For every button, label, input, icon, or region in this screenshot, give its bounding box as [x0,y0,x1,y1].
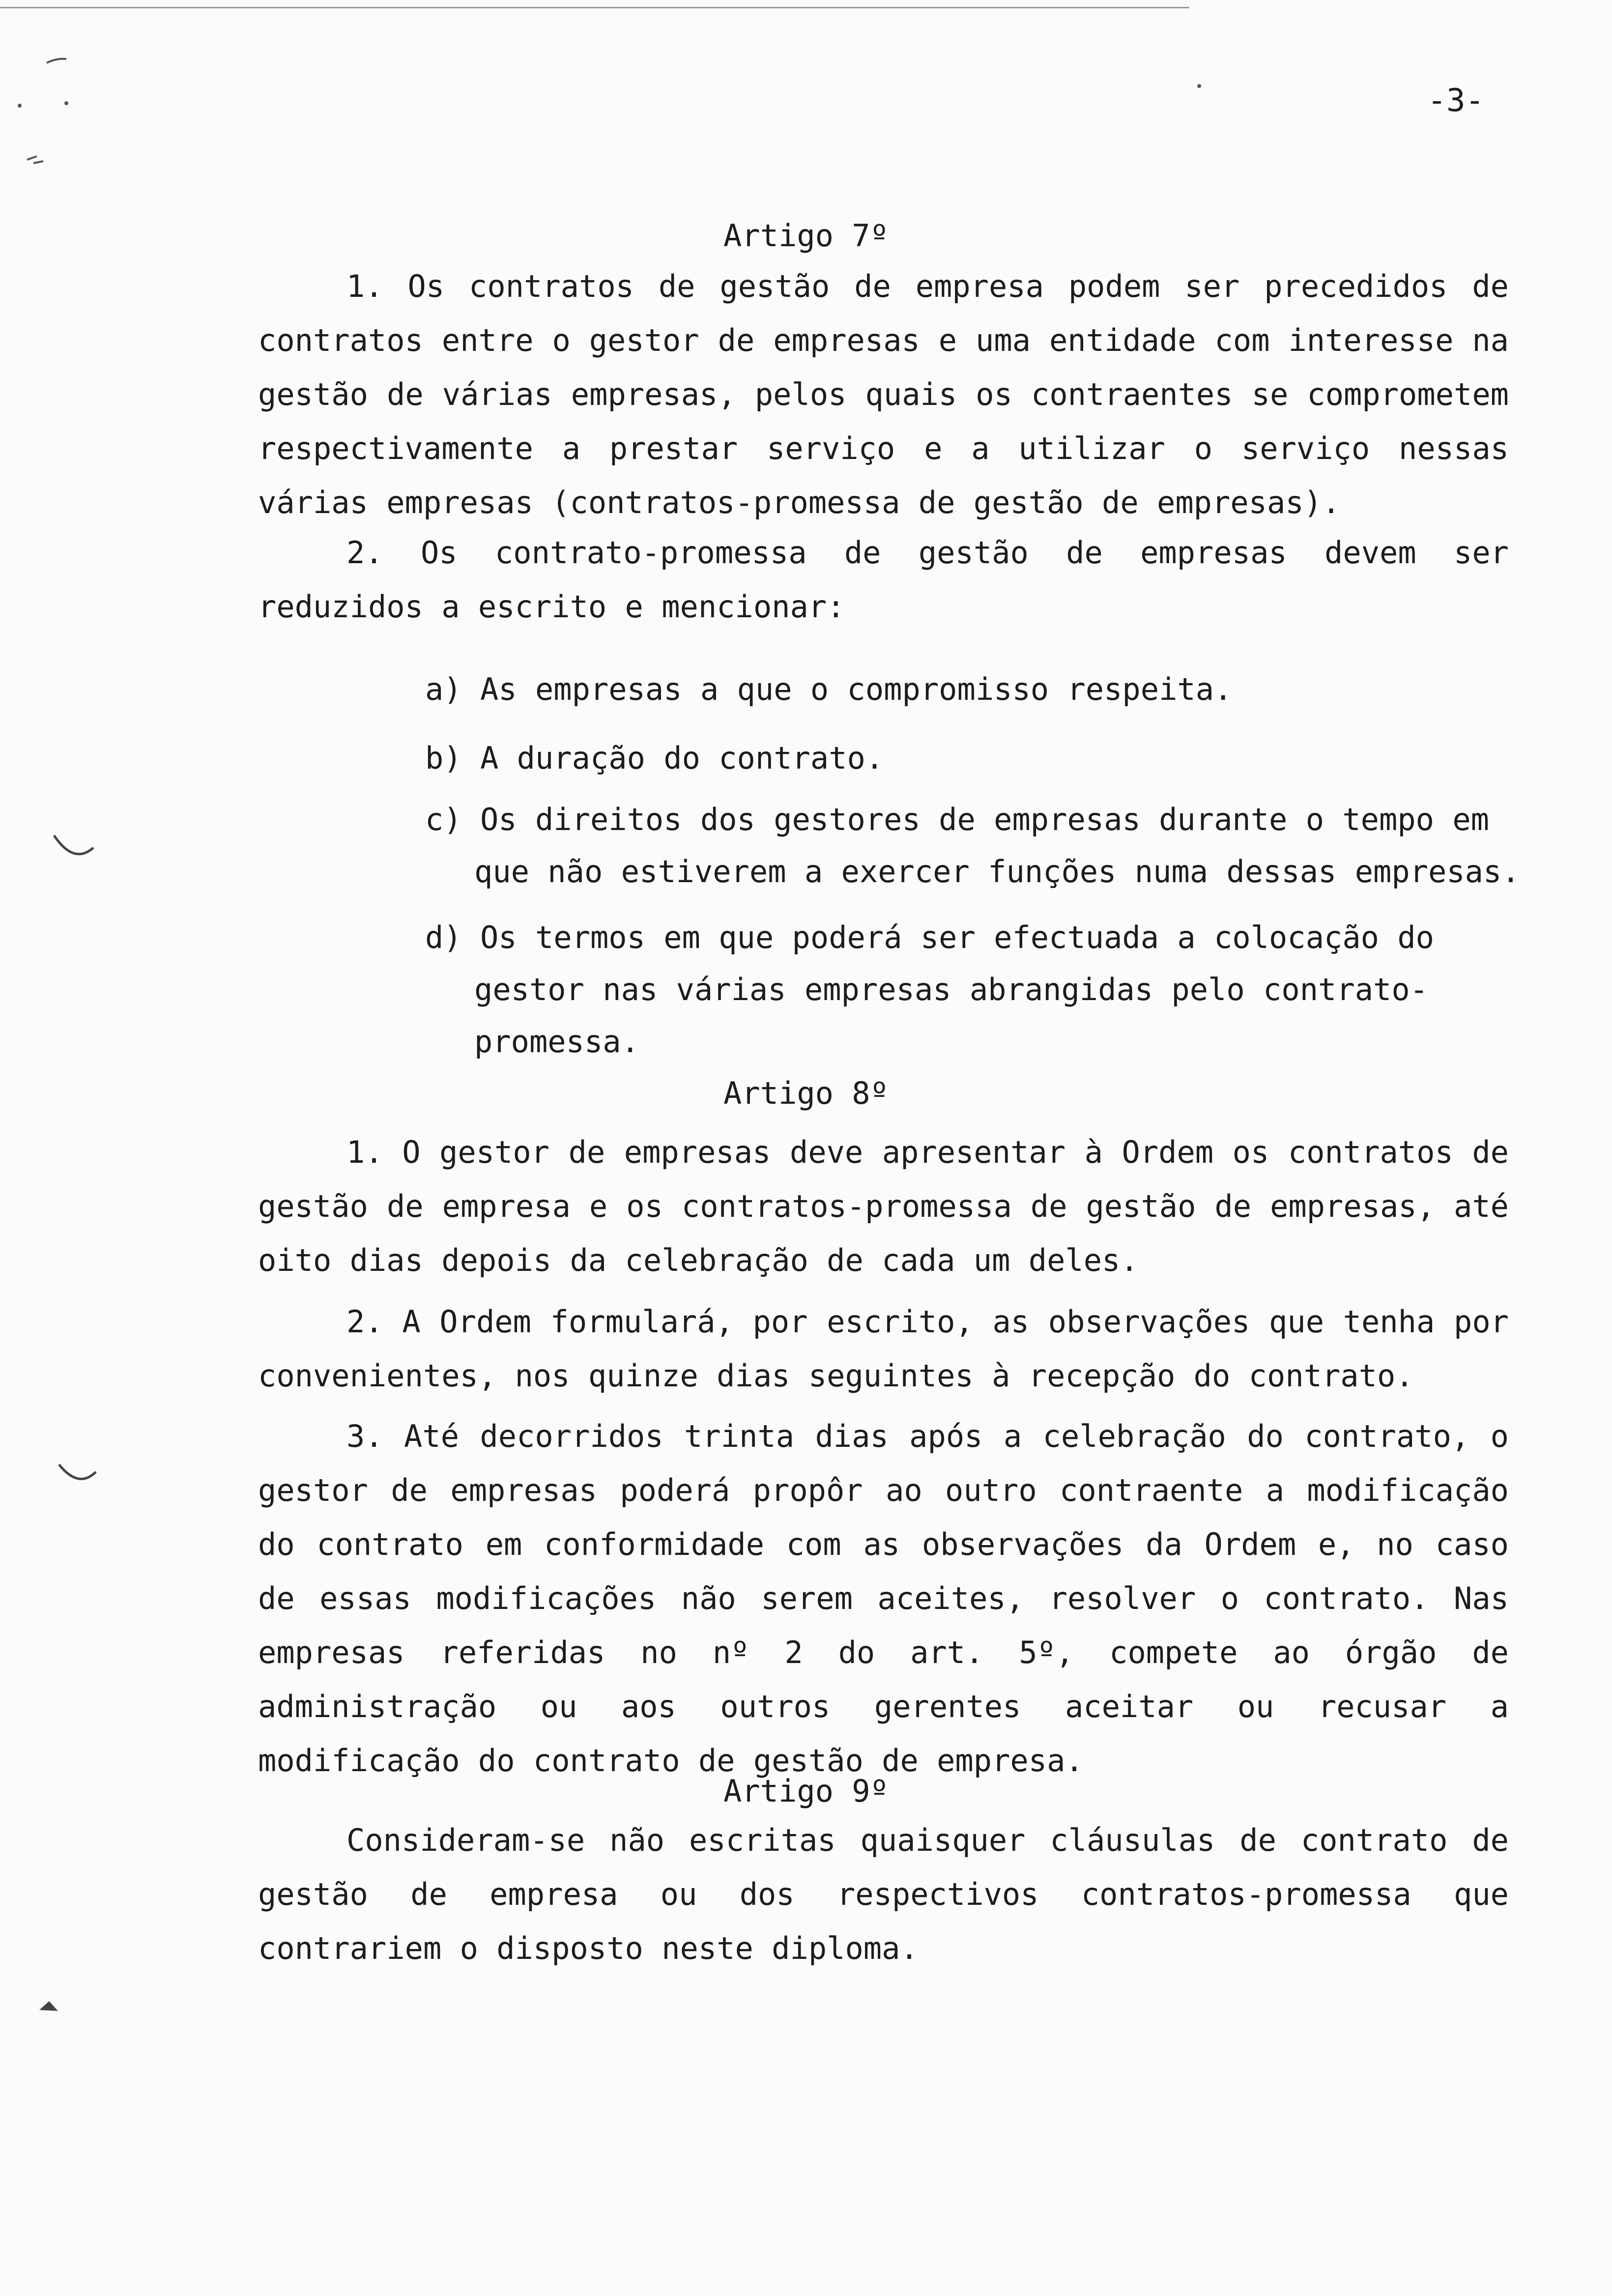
article-7-item-c: c) Os direitos dos gestores de empresas durante o tempo em que não estiverem a exercer funções numa dessas empresas. [425,802,1520,890]
article-7-paragraph-1: 1. Os contratos de gestão de empresa podem ser precedidos de contratos entre o gestor de empresas e uma entidade com interesse na gestão de várias empresas, pelos quais os contraentes se comprometem respectivamente a prestar serviço e a utilizar o serviço nessas várias empresas (contratos-promessa de gestão de empresas). [258,268,1509,520]
article-8-paragraph-3: 3. Até decorridos trinta dias após a celebração do contrato, o gestor de empresas poderá propôr ao outro contraente a modificação do contrato em conformidade com as observações da Ordem e, no caso de essas modificações não serem aceites, resolver o contrato. Nas empresas referidas no nº 2 do art. 5º, compete ao órgão de administração ou aos outros gerentes aceitar ou recusar a modificação do contrato de gestão de empresa. [258,1418,1509,1779]
article-8-paragraph-2: 2. A Ordem formulará, por escrito, as observações que tenha por convenientes, nos quinze dias seguintes à recepção do contrato. [258,1304,1509,1394]
article-7-paragraph-2: 2. Os contrato-promessa de gestão de empresas devem ser reduzidos a escrito e mencionar: [258,535,1509,625]
article-7-item-d: d) Os termos em que poderá ser efectuada a colocação do gestor nas várias empresas abrangidas pelo contrato-promessa. [425,919,1434,1060]
article-7-item-b: b) A duração do contrato. [425,740,884,776]
article-7-item-a: a) As empresas a que o compromisso respeita. [425,671,1233,707]
article-8-paragraph-1: 1. O gestor de empresas deve apresentar à Ordem os contratos de gestão de empresa e os contratos-promessa de gestão de empresas, até oito dias depois da celebração de cada um deles. [258,1134,1509,1278]
article-7-heading: Artigo 7º [723,218,889,254]
article-9-heading: Artigo 9º [723,1773,889,1809]
article-8-heading: Artigo 8º [723,1075,889,1111]
article-9-paragraph-1: Consideram-se não escritas quaisquer cláusulas de contrato de gestão de empresa ou dos respectivos contratos-promessa que contrariem o disposto neste diploma. [258,1822,1509,1966]
page-number: -3- [1427,83,1484,119]
